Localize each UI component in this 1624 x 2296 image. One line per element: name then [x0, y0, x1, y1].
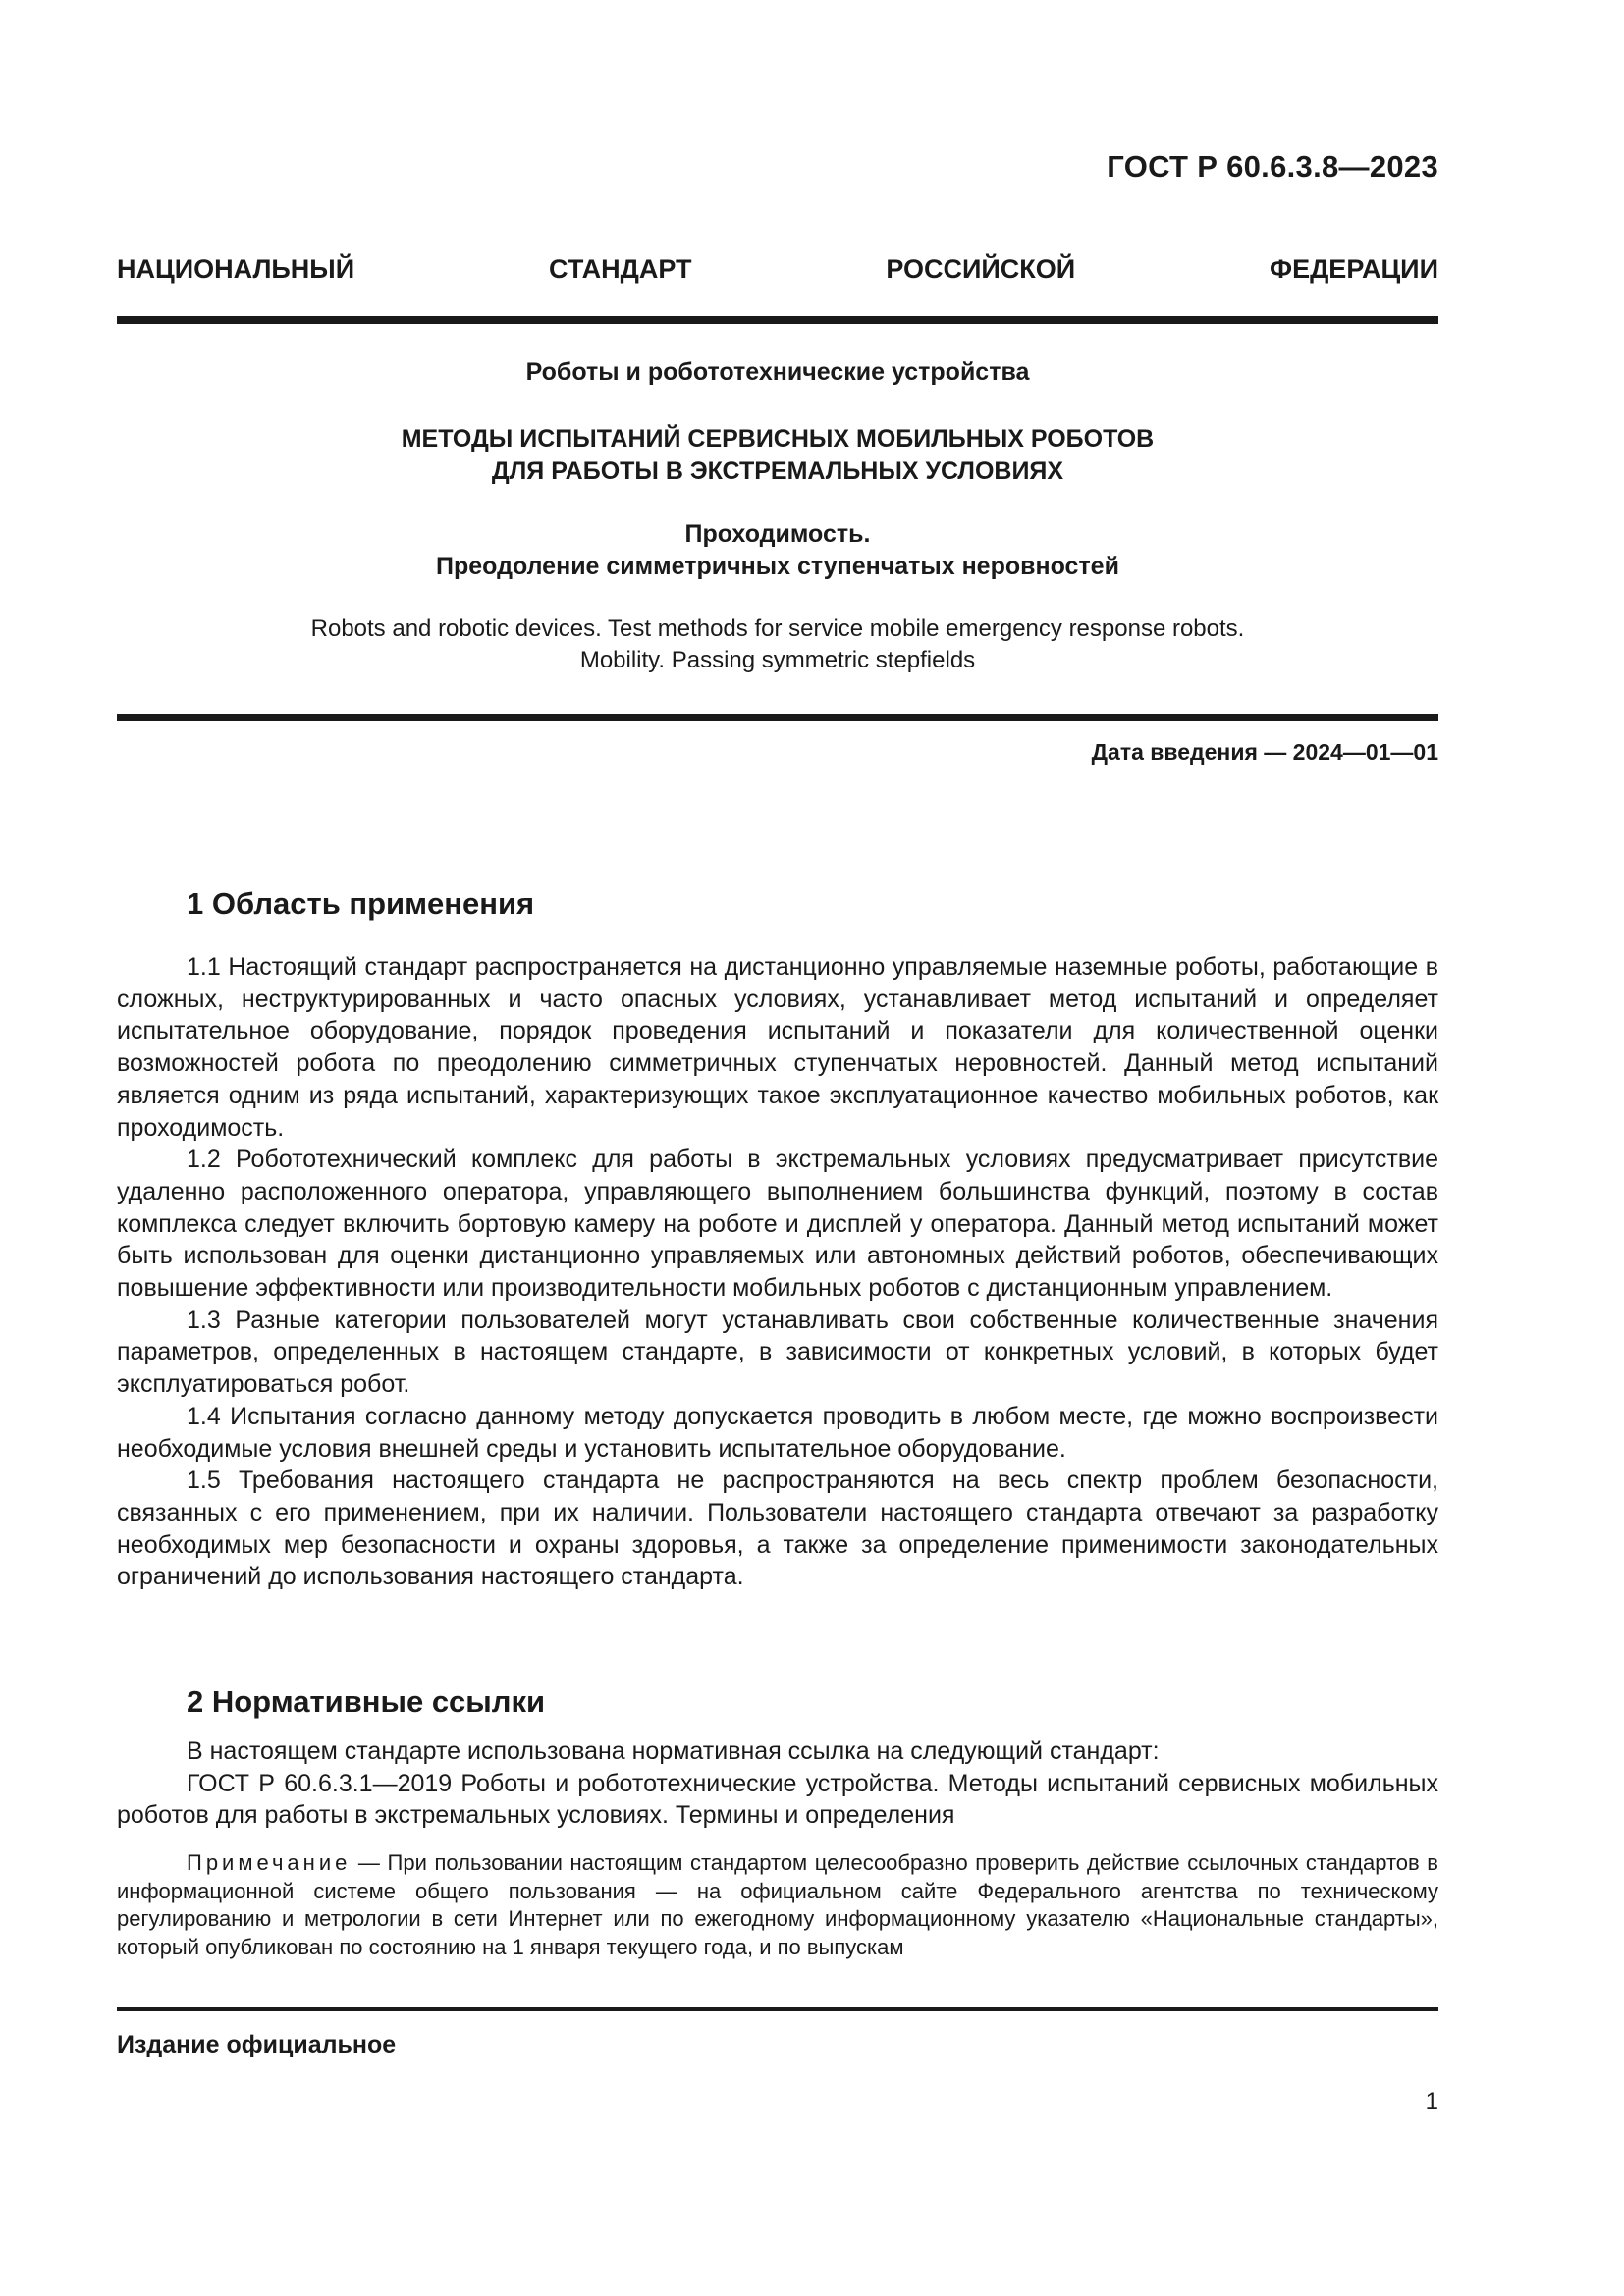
national-standard-heading: НАЦИОНАЛЬНЫЙ СТАНДАРТ РОССИЙСКОЙ ФЕДЕРАЦИИ — [117, 254, 1438, 284]
english-title-line: Robots and robotic devices. Test methods for service mobile emergency response robots. — [310, 615, 1245, 642]
subtitle-line: Преодоление симметричных ступенчатых неровностей — [436, 553, 1119, 580]
document-code: ГОСТ Р 60.6.3.8—2023 — [1107, 149, 1438, 184]
english-title — [117, 614, 1438, 676]
note-label: Примечание — [187, 1850, 352, 1875]
standard-category: Роботы и робототехнические устройства — [525, 358, 1030, 386]
introduction-date: Дата введения — 2024—01—01 — [1091, 739, 1438, 765]
paragraph: В настоящем стандарте использована нормативная ссылка на следующий стандарт: — [187, 1737, 1160, 1765]
note — [117, 1849, 1438, 1961]
note-text: — При пользовании настоящим стандартом целесообразно проверить действие ссылочных стандартов в информационной системе общего пользования — на официальном сайте Федерального агентства по техническому регулированию и метрологии в сети Интернет или по ежегодному информационному указателю «Национальные стандарты», который опубликован по состоянию на 1 января текущего года, и по выпускам — [117, 1850, 1438, 1959]
section-1-body — [117, 951, 1438, 1593]
page-number: 1 — [1425, 2088, 1438, 2114]
paragraph: ГОСТ Р 60.6.3.1—2019 Роботы и робототехнические устройства. Методы испытаний сервисных мобильных роботов для работы в экстремальных условиях. Термины и определения — [117, 1769, 1438, 1830]
english-title-line: Mobility. Passing symmetric stepfields — [579, 647, 976, 673]
main-title — [117, 423, 1438, 488]
paragraph: 1.5 Требования настоящего стандарта не распространяются на весь спектр проблем безопасности, связанных с его применением, при их наличии. Пользователи настоящего стандарта отвечают за разработку необходимых мер безопасности и охраны здоровья, а также за определение применимости законодательных ограничений до использования настоящего стандарта. — [117, 1467, 1438, 1591]
paragraph: 1.3 Разные категории пользователей могут устанавливать свои собственные количественные значения параметров, определенных в настоящем стандарте, в зависимости от конкретных условий, в которых будет эксплуатироваться робот. — [117, 1306, 1438, 1399]
paragraph: 1.2 Робототехнический комплекс для работы в экстремальных условиях предусматривает присутствие удаленно расположенного оператора, управляющего выполнением большинства функций, поэтому в состав комплекса следует включить бортовую камеру на роботе и дисплей у оператора. Данный метод испытаний может быть использован для оценки дистанционно управляемых или автономных действий роботов, обеспечивающих повышение эффективности или производительности мобильных роботов с дистанционным управлением. — [117, 1146, 1438, 1303]
paragraph: 1.1 Настоящий стандарт распространяется на дистанционно управляемые наземные роботы, работающие в сложных, неструктурированных и часто опасных условиях, устанавливает метод испытаний и определяет испытательное оборудование, порядок проведения испытаний и показатели для количественной оценки возможностей робота по преодолению симметричных ступенчатых неровностей. Данный метод испытаний является одним из ряда испытаний, характеризующих такое эксплуатационное качество мобильных роботов, как проходимость. — [117, 953, 1438, 1142]
section-1-title: 1 Область применения — [187, 886, 535, 921]
header-divider — [117, 316, 1438, 324]
title-divider — [117, 714, 1438, 721]
official-edition-label: Издание официальное — [117, 2031, 397, 2058]
paragraph: 1.4 Испытания согласно данному методу допускается проводить в любом месте, где можно воспроизвести необходимые условия внешней среды и установить испытательное оборудование. — [117, 1402, 1438, 1463]
subtitle-line: Проходимость. — [684, 520, 871, 548]
section-2-body — [117, 1735, 1438, 1832]
main-title-line: ДЛЯ РАБОТЫ В ЭКСТРЕМАЛЬНЫХ УСЛОВИЯХ — [491, 457, 1064, 485]
subtitle — [117, 518, 1438, 583]
footer-divider — [117, 2007, 1438, 2011]
main-title-line: МЕТОДЫ ИСПЫТАНИЙ СЕРВИСНЫХ МОБИЛЬНЫХ РОБОТОВ — [401, 425, 1155, 453]
section-2-title: 2 Нормативные ссылки — [187, 1684, 546, 1719]
